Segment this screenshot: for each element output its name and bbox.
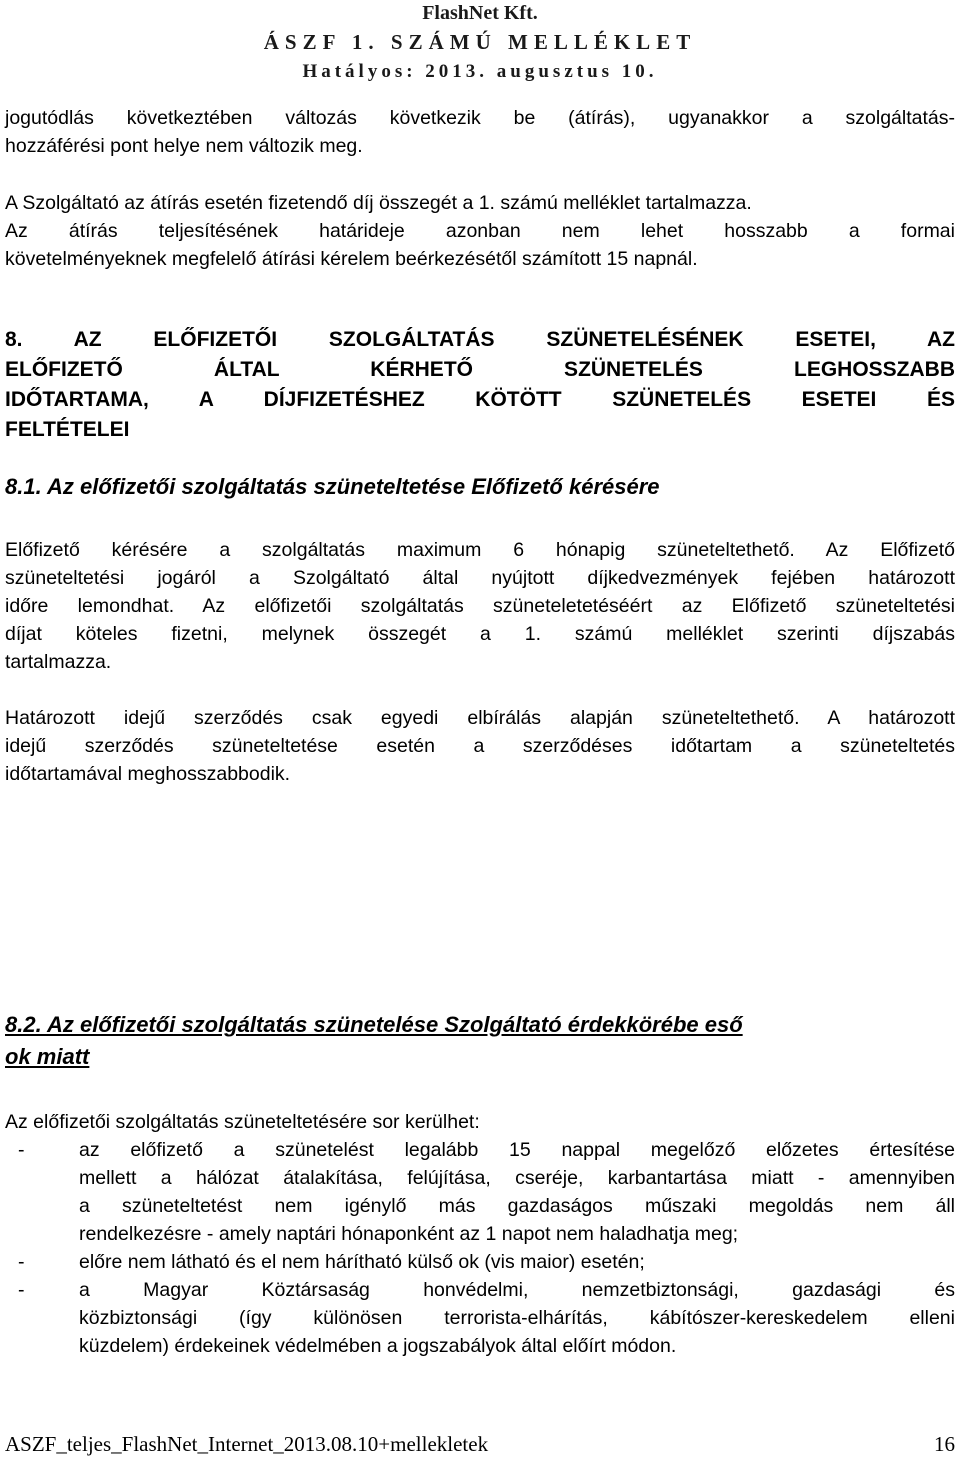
- bullet-2-line-1: előre nem látható és el nem hárítható külső ok (vis maior) esetén;: [79, 1251, 645, 1273]
- s81-p1-line-2: szüneteltetési jogáról a Szolgáltató által nyújtott díjkedvezmények fejében határozott: [5, 567, 955, 589]
- section-8-heading-line-4: FELTÉTELEI: [5, 418, 130, 441]
- bullet-3-line-1: a Magyar Köztársaság honvédelmi, nemzetbiztonsági, gazdasági és: [79, 1279, 955, 1301]
- header-effective-date: Hatályos: 2013. augusztus 10.: [302, 61, 658, 82]
- footer-filename: ASZF_teljes_FlashNet_Internet_2013.08.10+mellekletek: [5, 1432, 489, 1456]
- bullet-1-line-1: az előfizető a szünetelést legalább 15 nappal megelőző előzetes értesítése: [79, 1139, 955, 1161]
- header-company: FlashNet Kft.: [422, 2, 538, 24]
- bullet-1-line-3: a szüneteltetést nem igénylő más gazdaságos műszaki megoldás nem áll: [79, 1195, 955, 1217]
- bullet-dash-1: -: [18, 1139, 25, 1161]
- bullet-3-line-3: küzdelem) érdekeinek védelmében a jogszabályok által előírt módon.: [79, 1335, 677, 1357]
- bullet-dash-2: -: [18, 1251, 25, 1273]
- section-8-2-title-line-2: [5, 1041, 955, 1073]
- s81-p1-line-4: díjat köteles fizetni, melynek összegét a 1. számú melléklet szerinti díjszabás: [5, 623, 955, 645]
- intro-p1-line-1: jogutódlás következtében változás következik be (átírás), ugyanakkor a szolgáltatás-: [5, 107, 955, 129]
- section-8-heading-line-1: 8. AZ ELŐFIZETŐI SZOLGÁLTATÁS SZÜNETELÉSÉNEK ESETEI, AZ: [5, 328, 955, 351]
- intro-p2-line-2: Az átírás teljesítésének határideje azonban nem lehet hosszabb a formai: [5, 220, 955, 242]
- s81-p1-line-5: tartalmazza.: [5, 651, 112, 673]
- s82-intro: Az előfizetői szolgáltatás szüneteltetésére sor kerülhet:: [5, 1111, 480, 1133]
- section-8-1-title: 8.1. Az előfizetői szolgáltatás szüneteltetése Előfizető kérésére: [5, 474, 660, 499]
- s81-p2-line-2: idejű szerződés szüneteltetése esetén a szerződéses időtartam a szüneteltetés: [5, 735, 955, 757]
- section-8-2-title-line-1: [5, 1009, 955, 1041]
- bullet-3-line-2: közbiztonsági (így különösen terrorista-elhárítás, kábítószer-kereskedelem elleni: [79, 1307, 955, 1329]
- intro-p1-line-2: hozzáférési pont helye nem változik meg.: [5, 135, 363, 157]
- section-8-heading-line-2: ELŐFIZETŐ ÁLTAL KÉRHETŐ SZÜNETELÉS LEGHOSSZABB: [5, 358, 955, 381]
- bullet-1-line-2: mellett a hálózat átalakítása, felújítása, cseréje, karbantartása miatt - amennyiben: [79, 1167, 955, 1189]
- s81-p1-line-1: Előfizető kérésére a szolgáltatás maximum 6 hónapig szüneteltethető. Az Előfizető: [5, 539, 955, 561]
- s81-p2-line-3: időtartamával meghosszabbodik.: [5, 763, 291, 785]
- footer-page-number: 16: [934, 1432, 955, 1456]
- section-8-heading-line-3: IDŐTARTAMA, A DÍJFIZETÉSHEZ KÖTÖTT SZÜNETELÉS ESETEI ÉS: [5, 388, 955, 411]
- section-8-2-title-text-2: ok miatt: [5, 1044, 90, 1069]
- section-8-2-title-text-1: 8.2. Az előfizetői szolgáltatás szünetelése Szolgáltató érdekkörébe eső: [5, 1012, 743, 1037]
- intro-p2-line-1: A Szolgáltató az átírás esetén fizetendő díj összegét a 1. számú melléklet tartalmazza.: [5, 192, 752, 214]
- s81-p1-line-3: időre lemondhat. Az előfizetői szolgáltatás szüneteletetéséért az Előfizető szüneteltetési: [5, 595, 955, 617]
- bullet-dash-3: -: [18, 1279, 25, 1301]
- bullet-1-line-4: rendelkezésre - amely naptári hónaponként az 1 napot nem haladhatja meg;: [79, 1223, 739, 1245]
- s81-p2-line-1: Határozott idejű szerződés csak egyedi elbírálás alapján szüneteltethető. A határozott: [5, 707, 955, 729]
- header-title: ÁSZF 1. SZÁMÚ MELLÉKLET: [263, 30, 697, 54]
- intro-p2-line-3: követelményeknek megfelelő átírási kérelem beérkezésétől számított 15 napnál.: [5, 248, 698, 270]
